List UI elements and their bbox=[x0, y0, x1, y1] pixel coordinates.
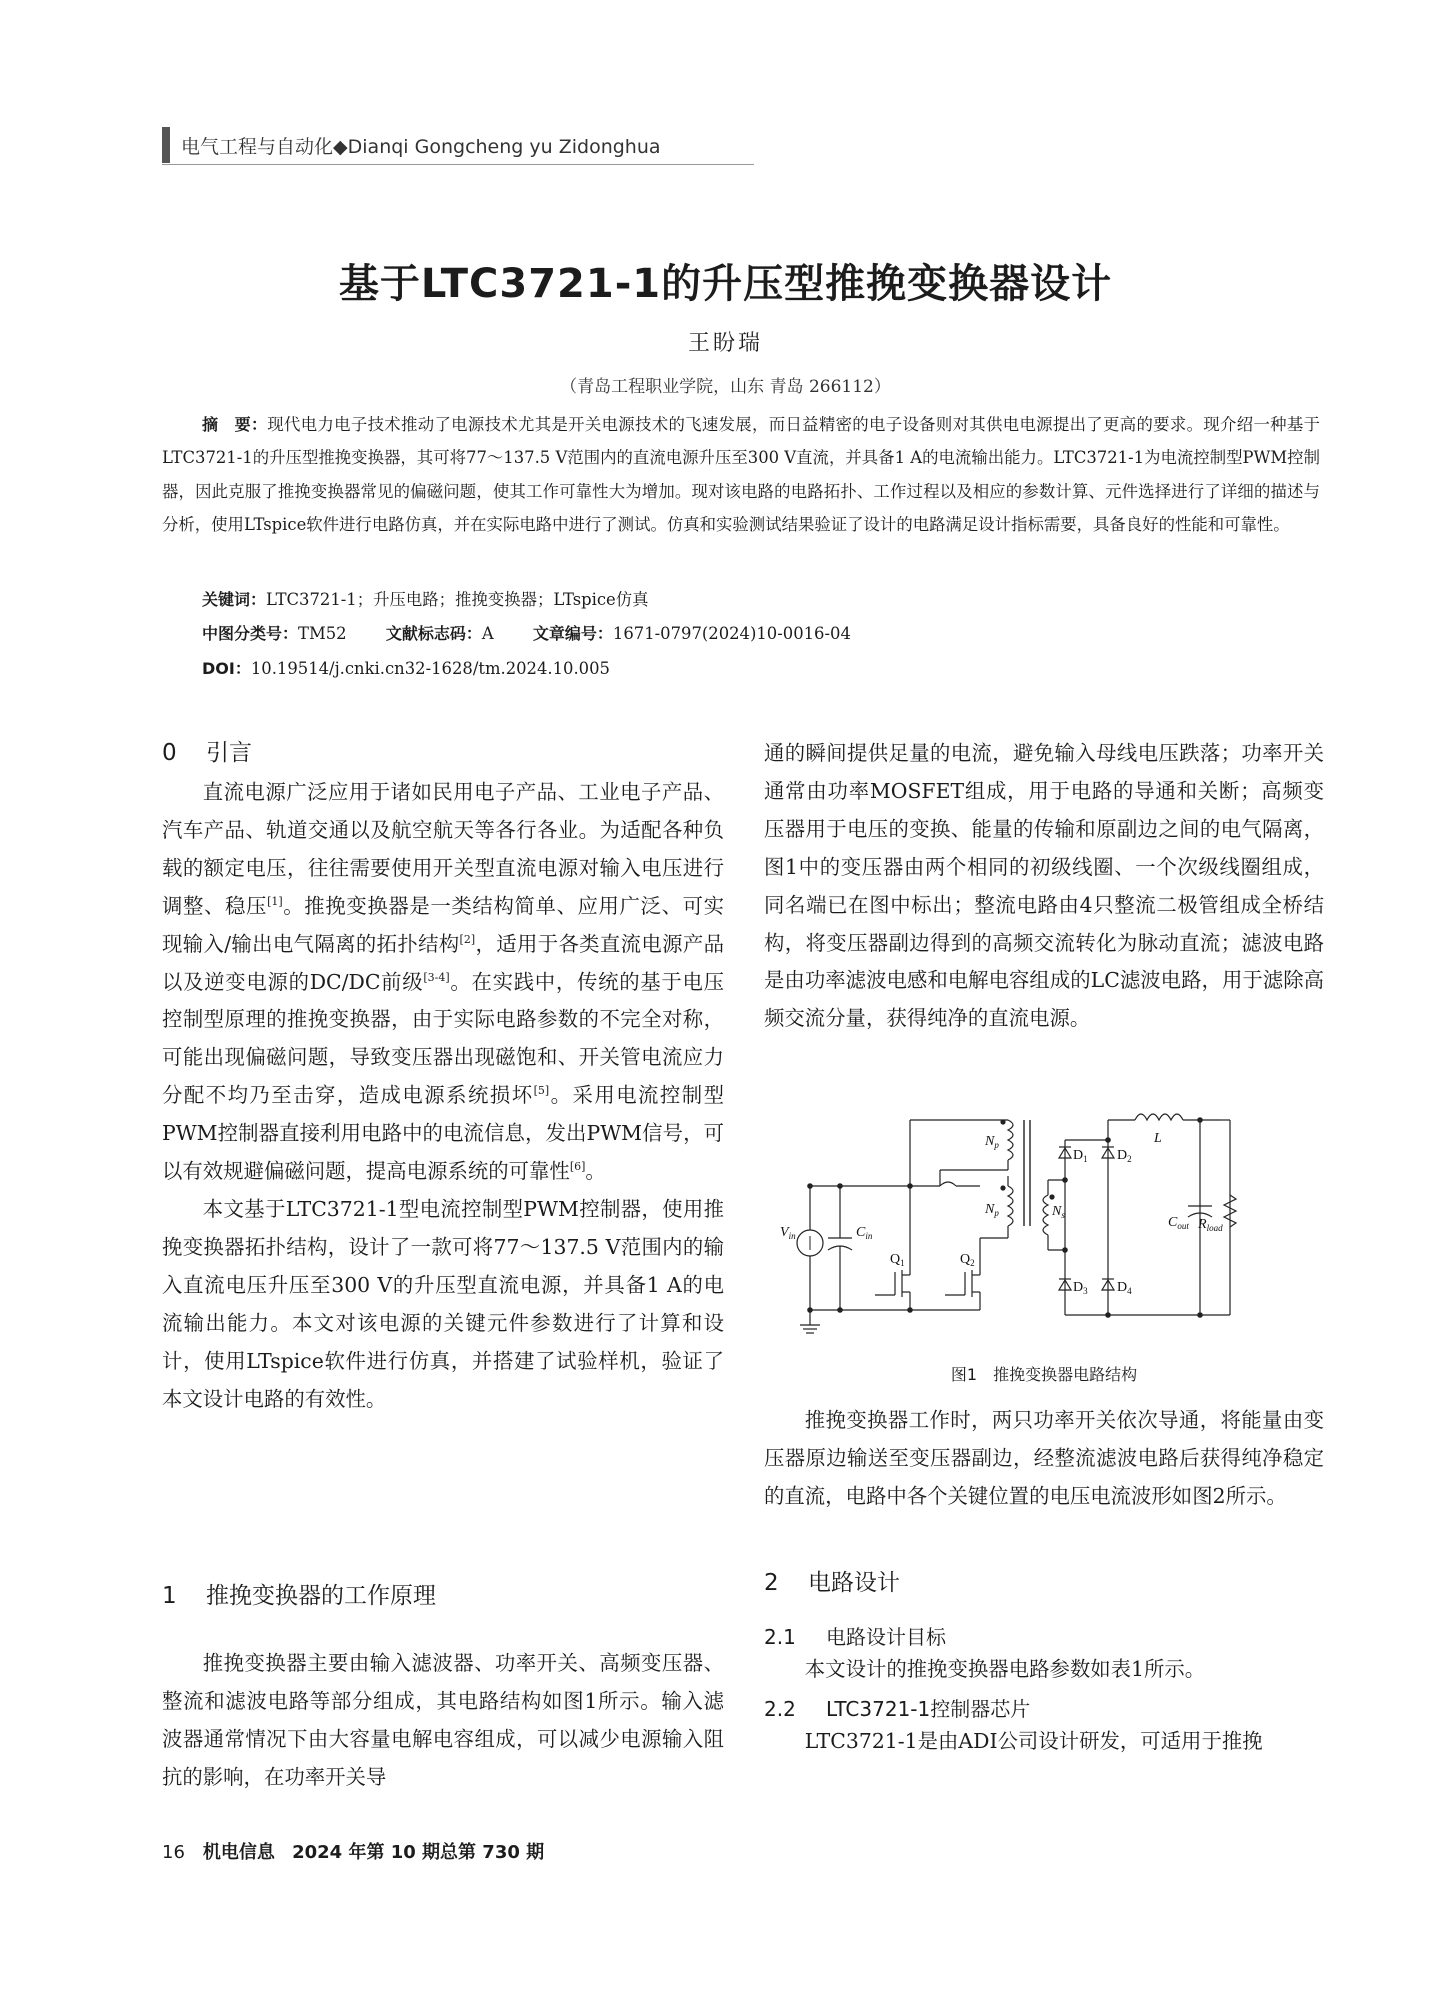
journal-name-cn: 电气工程与自动化 bbox=[181, 136, 334, 158]
section-title: 电路设计 bbox=[808, 1570, 900, 1596]
citation: [5] bbox=[533, 1084, 550, 1098]
clc-value: TM52 bbox=[298, 624, 347, 643]
subsection-heading-targets bbox=[764, 1621, 946, 1650]
np-label-bottom: $N_p$ bbox=[985, 1202, 999, 1218]
ns-label: $N_s$ bbox=[1052, 1204, 1065, 1220]
diamond-icon: ◆ bbox=[333, 136, 348, 158]
subsection-number: 2.1 bbox=[764, 1625, 796, 1649]
classification-line bbox=[202, 621, 885, 644]
section-number: 0 bbox=[162, 740, 177, 766]
journal-name-pinyin: Dianqi Gongcheng yu Zidonghua bbox=[347, 136, 661, 158]
intro-body bbox=[162, 774, 724, 1418]
intro-paragraph-2: 本文基于LTC3721-1型电流控制型PWM控制器，使用推挽变换器拓扑结构，设计了一款可将77～137.5 V范围内的输入直流电压升压至300 V的升压型直流电源，并具备1 A的电流输出能力。本文对该电源的关键元件参数进行了计算和设计，使用LTspice软件进行仿真，并搭建了试验样机，验证了本文设计电路的有效性。 bbox=[162, 1196, 724, 1411]
chip-paragraph: LTC3721-1是由ADI公司设计研发，可适用于推挽 bbox=[804, 1729, 1263, 1753]
subsection-title: LTC3721-1控制器芯片 bbox=[826, 1697, 1031, 1721]
citation: [6] bbox=[569, 1160, 586, 1174]
affiliation: （青岛工程职业学院，山东 青岛 266112） bbox=[560, 377, 891, 397]
section-number: 1 bbox=[162, 1583, 177, 1609]
cout-label: $C_{out}$ bbox=[1168, 1215, 1189, 1231]
push-pull-circuit-figure bbox=[780, 1100, 1320, 1350]
page-number: 16 bbox=[162, 1842, 185, 1863]
section-heading-design bbox=[764, 1564, 900, 1597]
citation: [1] bbox=[267, 894, 283, 908]
after-figure-paragraph: 推挽变换器工作时，两只功率开关依次导通，将能量由变压器原边输送至变压器副边，经整流滤波电路后获得纯净稳定的直流，电路中各个关键位置的电压电流波形如图2所示。 bbox=[764, 1408, 1324, 1508]
subsection-title: 电路设计目标 bbox=[826, 1625, 946, 1649]
d4-label: $D_4$ bbox=[1117, 1280, 1132, 1296]
q1-label: $Q_1$ bbox=[890, 1252, 905, 1268]
keywords bbox=[202, 586, 649, 610]
article-no-label: 文章编号： bbox=[532, 624, 613, 643]
doi-line bbox=[202, 656, 610, 679]
inductor-label: L bbox=[1154, 1131, 1162, 1146]
chip-body bbox=[764, 1723, 1324, 1761]
subsection-number: 2.2 bbox=[764, 1697, 796, 1721]
q2-label: $Q_2$ bbox=[960, 1252, 975, 1268]
paper-title: 基于LTC3721-1的升压型推挽变换器设计 bbox=[338, 261, 1113, 307]
keywords-label: 关键词： bbox=[202, 590, 267, 609]
principle-body-right bbox=[764, 735, 1324, 1038]
citation: [2] bbox=[459, 932, 476, 946]
section-heading-intro bbox=[162, 734, 252, 767]
subsection-heading-chip bbox=[764, 1693, 1030, 1722]
figure-caption: 图1 推挽变换器电路结构 bbox=[950, 1365, 1138, 1384]
principle-paragraph-continued: 通的瞬间提供足量的电流，避免输入母线电压跌落；功率开关通常由功率MOSFET组成，用于电路的导通和关断；高频变压器用于电压的变换、能量的传输和原副边之间的电气隔离，图1中的变压器由两个相同的初级线圈、一个次级线圈组成，同名端已在图中标出；整流电路由4只整流二极管组成全桥结构，将变压器副边得到的高频交流转化为脉动直流；滤波电路是由功率滤波电感和电解电容组成的LC滤波电路，用于滤除高频交流分量，获得纯净的直流电源。 bbox=[764, 741, 1324, 1031]
intro-paragraph-1: 直流电源广泛应用于诸如民用电子产品、工业电子产品、汽车产品、轨道交通以及航空航天等各行各业。为适配各种负载的额定电压，往往需要使用开关型直流电源对输入电压进行调整、稳压[1]。推挽变换器是一类结构简单、应用广泛、可实现输入/输出电气隔离的拓扑结构[2]，适用于各类直流电源产品以及逆变电源的DC/DC前级[3-4]。在实践中，传统的基于电压控制型原理的推挽变换器，由于实际电路参数的不完全对称，可能出现偏磁问题，导致变压器出现磁饱和、开关管电流应力分配不均乃至击穿，造成电源系统损坏[5]。采用电流控制型PWM控制器直接利用电路中的电流信息，发出PWM信号，可以有效规避偏磁问题，提高电源系统的可靠性[6]。 bbox=[162, 780, 725, 1184]
citation: [3-4] bbox=[423, 970, 450, 984]
journal-header bbox=[181, 132, 661, 159]
rload-label: $R_{load}$ bbox=[1198, 1217, 1223, 1233]
targets-paragraph: 本文设计的推挽变换器电路参数如表1所示。 bbox=[804, 1657, 1206, 1681]
clc-label: 中图分类号： bbox=[202, 624, 299, 643]
d1-label: $D_1$ bbox=[1073, 1148, 1088, 1164]
after-figure-body bbox=[764, 1402, 1324, 1516]
keywords-text: LTC3721-1；升压电路；推挽变换器；LTspice仿真 bbox=[266, 590, 649, 609]
abstract-text: 现代电力电子技术推动了电源技术尤其是开关电源技术的飞速发展，而日益精密的电子设备则对其供电电源提出了更高的要求。现介绍一种基于LTC3721-1的升压型推挽变换器，其可将77～137.5 V范围内的直流电源升压至300 V直流，并具备1 A的电流输出能力。LTC3721-1为电流控制型PWM控制器，因此克服了推挽变换器常见的偏磁问题，使其工作可靠性大为增加。现对该电路的电路拓扑、工作过程以及相应的参数计算、元件选择进行了详细的描述与分析，使用LTspice软件进行电路仿真，并在实际电路中进行了测试。仿真和实验测试结果验证了设计的电路满足设计指标需要，具备良好的性能和可靠性。 bbox=[162, 415, 1320, 535]
doc-code-label: 文献标志码： bbox=[385, 624, 482, 643]
article-no-value: 1671-0797(2024)10-0016-04 bbox=[612, 624, 851, 643]
section-title: 推挽变换器的工作原理 bbox=[206, 1583, 436, 1609]
page-footer bbox=[162, 1838, 544, 1864]
abstract bbox=[162, 408, 1320, 542]
footer-journal: 机电信息 bbox=[202, 1842, 275, 1863]
abstract-label: 摘 要： bbox=[202, 415, 268, 434]
footer-issue: 2024 年第 10 期总第 730 期 bbox=[292, 1842, 545, 1863]
doc-code-value: A bbox=[481, 624, 494, 643]
author: 王盼瑞 bbox=[687, 331, 763, 356]
d2-label: $D_2$ bbox=[1117, 1148, 1132, 1164]
principle-paragraph: 推挽变换器主要由输入滤波器、功率开关、高频变压器、整流和滤波电路等部分组成，其电路结构如图1所示。输入滤波器通常情况下由大容量电解电容组成，可以减少电源输入阻抗的影响，在功率开关导 bbox=[162, 1651, 724, 1789]
vin-label: $V_{in}$ bbox=[780, 1225, 796, 1241]
d3-label: $D_3$ bbox=[1073, 1280, 1088, 1296]
header-rule bbox=[162, 164, 754, 165]
doi-value: 10.19514/j.cnki.cn32-1628/tm.2024.10.005 bbox=[250, 659, 610, 678]
section-number: 2 bbox=[764, 1570, 779, 1596]
targets-body bbox=[764, 1651, 1324, 1689]
principle-body-left bbox=[162, 1645, 724, 1797]
cin-label: $C_{in}$ bbox=[856, 1225, 873, 1241]
section-title: 引言 bbox=[206, 740, 252, 766]
doi-label: DOI： bbox=[202, 659, 251, 678]
section-heading-principle bbox=[162, 1577, 436, 1610]
np-label-top: $N_p$ bbox=[985, 1134, 999, 1150]
header-bar bbox=[162, 127, 170, 163]
